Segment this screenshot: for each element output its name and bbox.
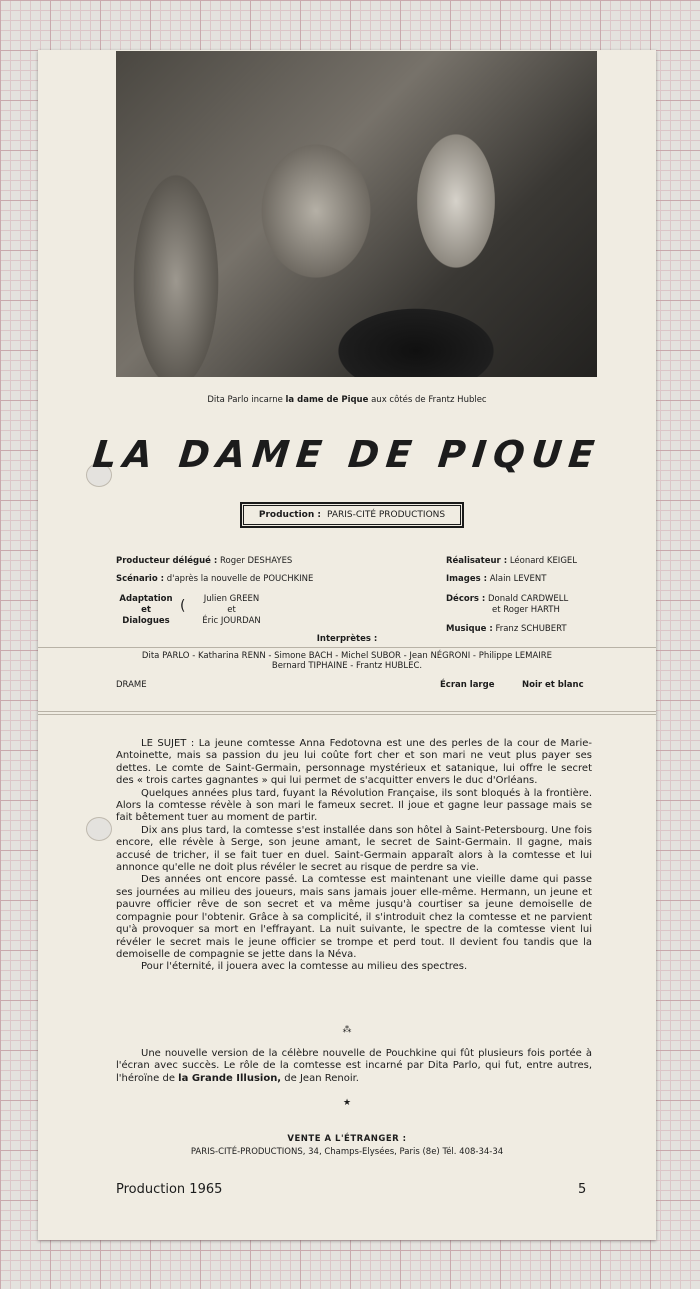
fold-line-mid-2 <box>38 714 656 715</box>
production-box: Production : PARIS-CITÉ PRODUCTIONS <box>240 502 464 528</box>
synopsis-p2: Quelques années plus tard, fuyant la Révolution Française, ils sont bloqués à la frontière. Alors la comtesse révèle à son mari le fameux secret. Il joue et gagne leur passage mais se fait bêtement tuer au moment de partir. <box>116 787 592 824</box>
format-couleur: Noir et blanc <box>522 680 584 690</box>
film-still-photo <box>116 51 597 377</box>
fold-line-top <box>38 647 656 648</box>
genre: DRAME <box>116 680 147 690</box>
credit-decors: Décors : Donald CARDWELL et Roger HARTH <box>446 594 569 615</box>
credit-adaptation-value: Julien GREEN et Éric JOURDAN <box>202 594 261 626</box>
synopsis-p1: LE SUJET : La jeune comtesse Anna Fedotovna est une des perles de la cour de Marie-Antoinette, mais sa passion du jeu lui coûte fort cher et son mari ne veut plus payer ses dettes. Le comte de Saint-Germain, personnage mystérieux et satanique, lui offre le secret des « trois cartes gagnantes » qui lui permet de s'acquitter envers le duc d'Orléans. <box>116 738 592 787</box>
credit-scenario: Scénario : d'après la nouvelle de POUCHKINE <box>116 574 314 584</box>
synopsis-p4: Des années ont encore passé. La comtesse est maintenant une vieille dame qui passe ses journées au milieu des joueurs, mais sans jamais jouer elle-même. Hermann, un jeune et pauvre officier rêve de son secret et va même jusqu'à courtiser sa jeune demoiselle de compagnie pour l'obtenir. Grâce à sa complicité, il s'introduit chez la comtesse et ne parvient qu'à provoquer sa mort en l'effrayant. La nuit suivante, le spectre de la comtesse vient lui révéler le secret mais le jeune officier se trompe et perd tout. Il devient fou tandis que la demoiselle de compagnie se jette dans la Néva. <box>116 874 592 960</box>
vente-label: VENTE A L'ÉTRANGER : <box>287 1134 407 1144</box>
interpretes-label: Interprètes : <box>316 634 378 644</box>
credit-images: Images : Alain LEVENT <box>446 574 547 584</box>
synopsis-p3: Dix ans plus tard, la comtesse s'est installée dans son hôtel à Saint-Petersbourg. Une fois encore, elle révèle à Serge, son jeune amant, le secret de Saint-Germain. Il gagne, mais accusé de tricher, il se fait tuer en duel. Saint-Germain apparaît alors à la comtesse et lui annonce qu'elle ne doit plus révéler le secret au risque de perdre sa vie. <box>116 824 592 874</box>
credit-musique: Musique : Franz SCHUBERT <box>446 624 567 634</box>
ornament-stars: ⁂ <box>342 1025 352 1035</box>
film-title: LA DAME DE PIQUE <box>90 433 604 476</box>
interpretes-line-2: Bernard TIPHAINE - Frantz HUBLEC. <box>271 661 423 671</box>
ornament-star: ★ <box>342 1098 352 1108</box>
format-ecran: Écran large <box>440 680 495 690</box>
press-sheet <box>38 50 656 1240</box>
synopsis-p5: Pour l'éternité, il jouera avec la comtesse au milieu des spectres. <box>141 961 468 973</box>
punch-hole-2 <box>86 817 112 841</box>
synopsis <box>116 738 592 974</box>
vente-address: PARIS-CITÉ-PRODUCTIONS, 34, Champs-Elysées, Paris (8e) Tél. 408-34-34 <box>190 1147 504 1157</box>
page-number: 5 <box>578 1182 587 1197</box>
fold-line-mid <box>38 711 656 712</box>
interpretes-line-1: Dita PARLO - Katharina RENN - Simone BACH - Michel SUBOR - Jean NÉGRONI - Philippe LEMAIRE <box>141 651 553 661</box>
credit-producteur: Producteur délégué : Roger DESHAYES <box>116 556 293 566</box>
photo-caption: Dita Parlo incarne la dame de Pique aux côtés de Frantz Hublec <box>207 395 487 405</box>
note-paragraph: Une nouvelle version de la célèbre nouvelle de Pouchkine qui fût plusieurs fois portée à l'écran avec succès. Le rôle de la comtesse est incarné par Dita Parlo, qui fut, entre autres, l'héroïne de la Grande Illusion, de Jean Renoir. <box>116 1048 592 1084</box>
credit-adaptation-label: Adaptation et Dialogues <box>119 594 173 626</box>
production-year: Production 1965 <box>116 1182 223 1197</box>
adaptation-brace: ( <box>180 598 186 614</box>
credit-realisateur: Réalisateur : Léonard KEIGEL <box>446 556 578 566</box>
